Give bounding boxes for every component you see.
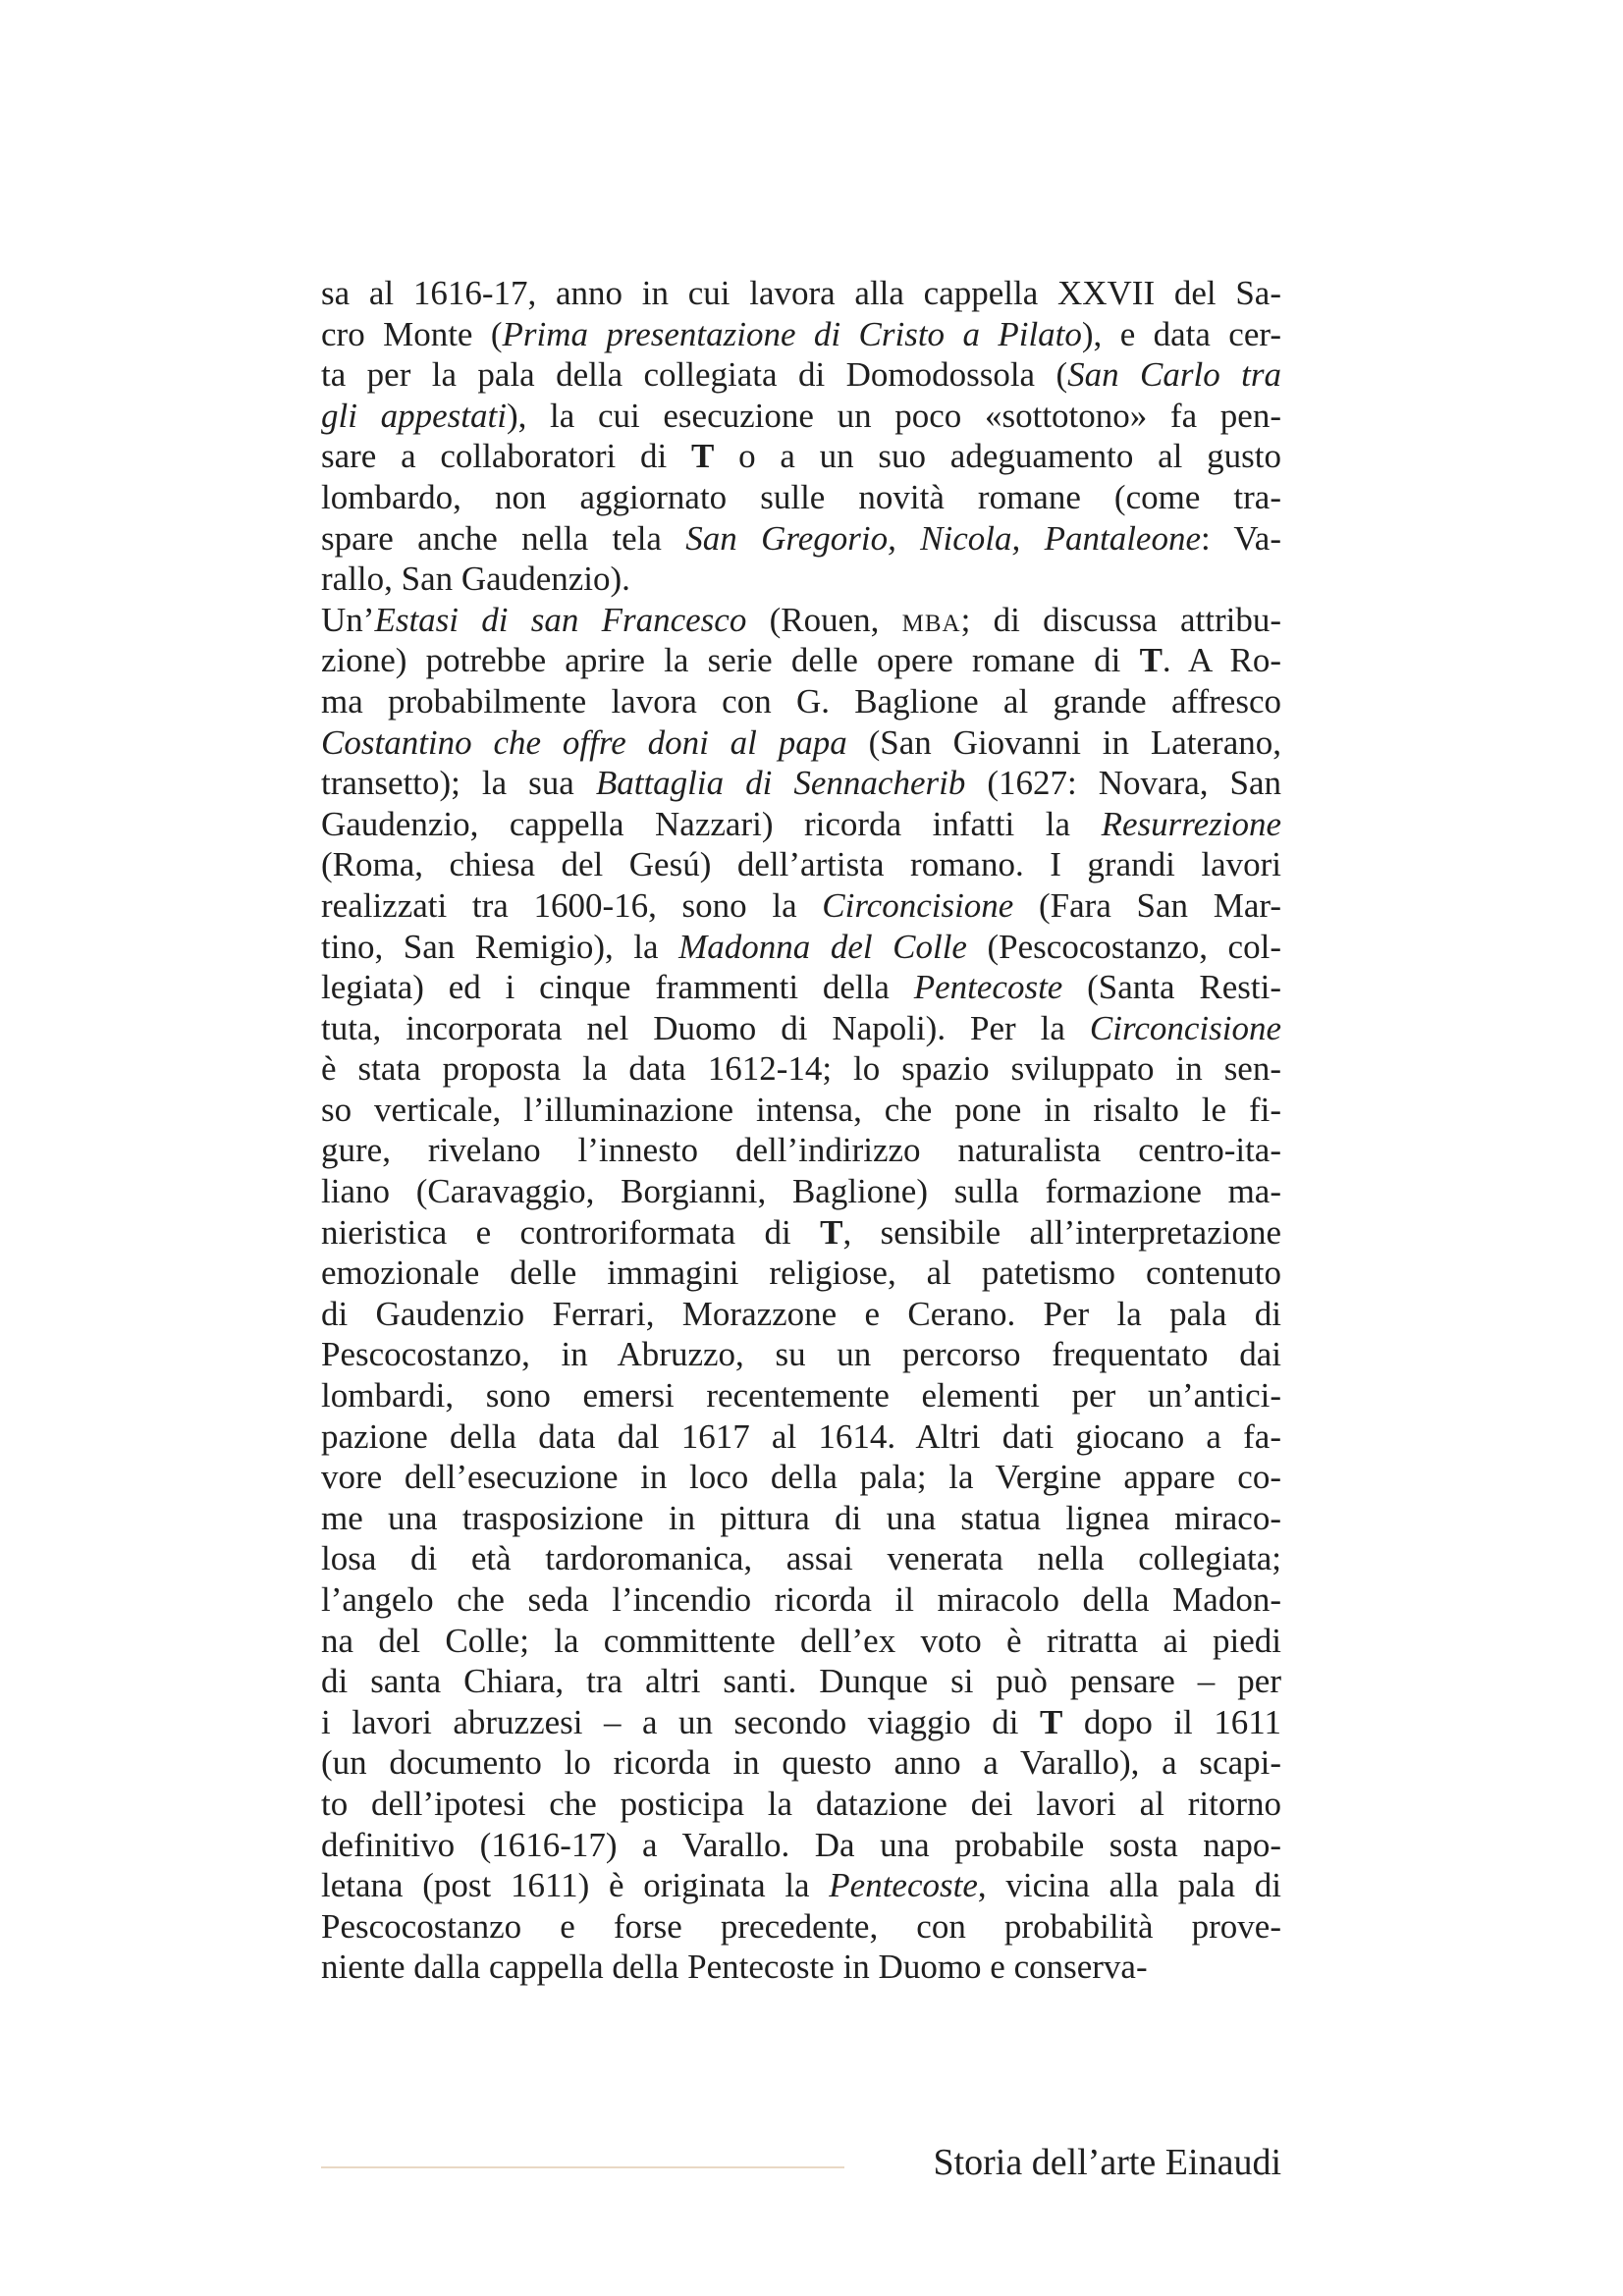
text-run: Pescocostanzo, in Abruzzo, su un percorso frequentato dai [321,1335,1281,1374]
text-run: Gaudenzio, cappella Nazzari) ricorda infatti la [321,804,1102,843]
text-run: niente dalla cappella della Pentecoste in Duomo e conserva- [321,1948,1148,1987]
text-line [321,1865,1281,1906]
text-line [321,1661,1281,1702]
text-line [321,1212,1281,1254]
italic-title: Battaglia di Sennacherib [595,764,966,803]
italic-title: Madonna del Colle [678,927,967,966]
text-run: , vicina alla pala di [977,1866,1281,1905]
body-text [321,273,1281,1988]
text-line [321,314,1281,355]
italic-title: San Gregorio, Nicola, Pantaleone [685,518,1201,558]
text-line [321,1702,1281,1743]
text-run: l’angelo che seda l’incendio ricorda il miracolo della Madon- [321,1580,1281,1619]
italic-title: Pentecoste [829,1866,978,1905]
text-line [321,273,1281,314]
text-line [321,1294,1281,1335]
text-run: so verticale, l’illuminazione intensa, che pone in risalto le fi- [321,1090,1281,1129]
text-line [321,1742,1281,1784]
text-line [321,1334,1281,1375]
text-line [321,640,1281,681]
italic-title: San Carlo tra [1067,355,1281,395]
text-run: ; di discussa attribu- [960,600,1281,639]
text-run: na del Colle; la committente dell’ex voto è ritratta ai piedi [321,1621,1281,1660]
text-run: zione) potrebbe aprire la serie delle opere romane di [321,641,1140,680]
text-line [321,804,1281,845]
text-line [321,1784,1281,1825]
text-run: è stata proposta la data 1612-14; lo spazio sviluppato in sen- [321,1049,1281,1089]
text-line [321,1579,1281,1621]
text-run: realizzati tra 1600-16, sono la [321,885,823,925]
text-run: di Gaudenzio Ferrari, Morazzone e Cerano. Per la pala di [321,1294,1281,1333]
text-run: o a un suo adeguamento al gusto [714,437,1281,476]
text-run: emozionale delle immagini religiose, al patetismo contenuto [321,1254,1281,1293]
text-run: ), la cui esecuzione un poco «sottotono» fa pen- [506,396,1281,435]
text-run: rallo, San Gaudenzio). [321,560,630,599]
footer-title: Storia dell’arte Einaudi [933,2142,1281,2183]
text-line [321,1171,1281,1212]
text-run: ta per la pala della collegiata di Domodossola ( [321,355,1068,395]
text-line [321,681,1281,722]
text-run: sa al 1616-17, anno in cui lavora alla cappella XXVII del Sa- [321,274,1281,312]
text-run: ma probabilmente lavora con G. Baglione al grande affresco [321,681,1281,721]
text-run: definitivo (1616-17) a Varallo. Da una probabile sosta napo- [321,1825,1281,1864]
text-run: spare anche nella tela [321,518,686,558]
text-line [321,844,1281,885]
text-line [321,396,1281,437]
text-run: (un documento lo ricorda in questo anno a Varallo), a scapi- [321,1743,1281,1783]
text-run: me una trasposizione in pittura di una statua lignea miraco- [321,1498,1281,1537]
text-run: lombardi, sono emersi recentemente elementi per un’antici- [321,1376,1281,1415]
text-run: nieristica e controriformata di [321,1212,821,1252]
text-line [321,927,1281,968]
italic-title: Circoncisione [822,885,1014,925]
paragraph [321,600,1281,1988]
text-run: (Pescocostanzo, col- [966,927,1281,966]
text-line [321,763,1281,804]
text-run: tuta, incorporata nel Duomo di Napoli). Per la [321,1008,1090,1047]
text-line [321,1906,1281,1948]
text-run: , sensibile all’interpretazione [842,1212,1281,1252]
bold-initial: T [1139,641,1163,680]
text-run: pazione della data dal 1617 al 1614. Altri dati giocano a fa- [321,1416,1281,1456]
italic-title: Estasi di san Francesco [374,600,747,639]
text-line [321,1621,1281,1662]
text-run: Un’ [321,600,375,639]
text-run: to dell’ipotesi che posticipa la datazione dei lavori al ritorno [321,1784,1281,1823]
text-run: (Rouen, [746,600,902,639]
text-run: . A Ro- [1162,641,1281,680]
bold-initial: T [690,437,715,476]
text-run: legiata) ed i cinque frammenti della [321,968,914,1007]
bold-initial: T [820,1212,843,1252]
text-run: ), e data cer- [1081,314,1281,353]
text-run: lombardo, non aggiornato sulle novità romane (come tra- [321,477,1281,516]
text-run: liano (Caravaggio, Borgianni, Baglione) sulla formazione ma- [321,1172,1281,1211]
text-run: di santa Chiara, tra altri santi. Dunque si può pensare – per [321,1662,1281,1701]
text-run: tino, San Remigio), la [321,927,679,966]
text-run: gure, rivelano l’innesto dell’indirizzo naturalista centro-ita- [321,1131,1281,1170]
paragraph [321,273,1281,600]
text-line [321,967,1281,1008]
text-line [321,1048,1281,1090]
text-line [321,600,1281,641]
text-run: (Roma, chiesa del Gesú) dell’artista romano. I grandi lavori [321,845,1281,884]
text-line [321,1457,1281,1498]
text-run: (1627: Novara, San [965,764,1282,803]
text-run: i lavori abruzzesi – a un secondo viaggio di [321,1702,1040,1741]
text-line [321,1130,1281,1171]
text-line [321,1008,1281,1049]
text-line [321,354,1281,396]
text-line [321,1416,1281,1458]
text-line [321,559,1281,600]
text-line [321,518,1281,560]
text-run: sare a collaboratori di [321,437,691,476]
text-line [321,436,1281,477]
text-run: (Santa Resti- [1062,968,1281,1007]
text-run: cro Monte ( [321,314,503,353]
text-line [321,477,1281,518]
italic-title: Prima presentazione di Cristo a Pilato [502,314,1082,353]
text-run: vore dell’esecuzione in loco della pala; la Vergine appare co- [321,1458,1281,1497]
small-caps-abbr: mba [901,600,961,639]
text-run: transetto); la sua [321,764,596,803]
italic-title: Pentecoste [913,968,1063,1007]
text-line [321,885,1281,927]
italic-title: gli appestati [321,396,507,435]
italic-title: Costantino che offre doni al papa [321,722,847,762]
text-run: dopo il 1611 [1062,1702,1281,1741]
text-run: (San Giovanni in Laterano, [846,722,1281,762]
text-line [321,1253,1281,1294]
text-run: losa di età tardoromanica, assai venerata nella collegiata; [321,1539,1281,1578]
text-run: (Fara San Mar- [1013,885,1281,925]
text-line [321,1947,1281,1988]
italic-title: Circoncisione [1089,1008,1281,1047]
text-run: letana (post 1611) è originata la [321,1866,830,1905]
bold-initial: T [1039,1702,1063,1741]
text-line [321,1498,1281,1539]
text-line [321,722,1281,764]
text-line [321,1538,1281,1579]
footer-rule [321,2166,844,2168]
text-run: : Va- [1200,518,1281,558]
text-run: Pescocostanzo e forse precedente, con probabilità prove- [321,1906,1281,1946]
text-line [321,1090,1281,1131]
italic-title: Resurrezione [1101,804,1281,843]
text-line [321,1375,1281,1416]
text-line [321,1825,1281,1866]
